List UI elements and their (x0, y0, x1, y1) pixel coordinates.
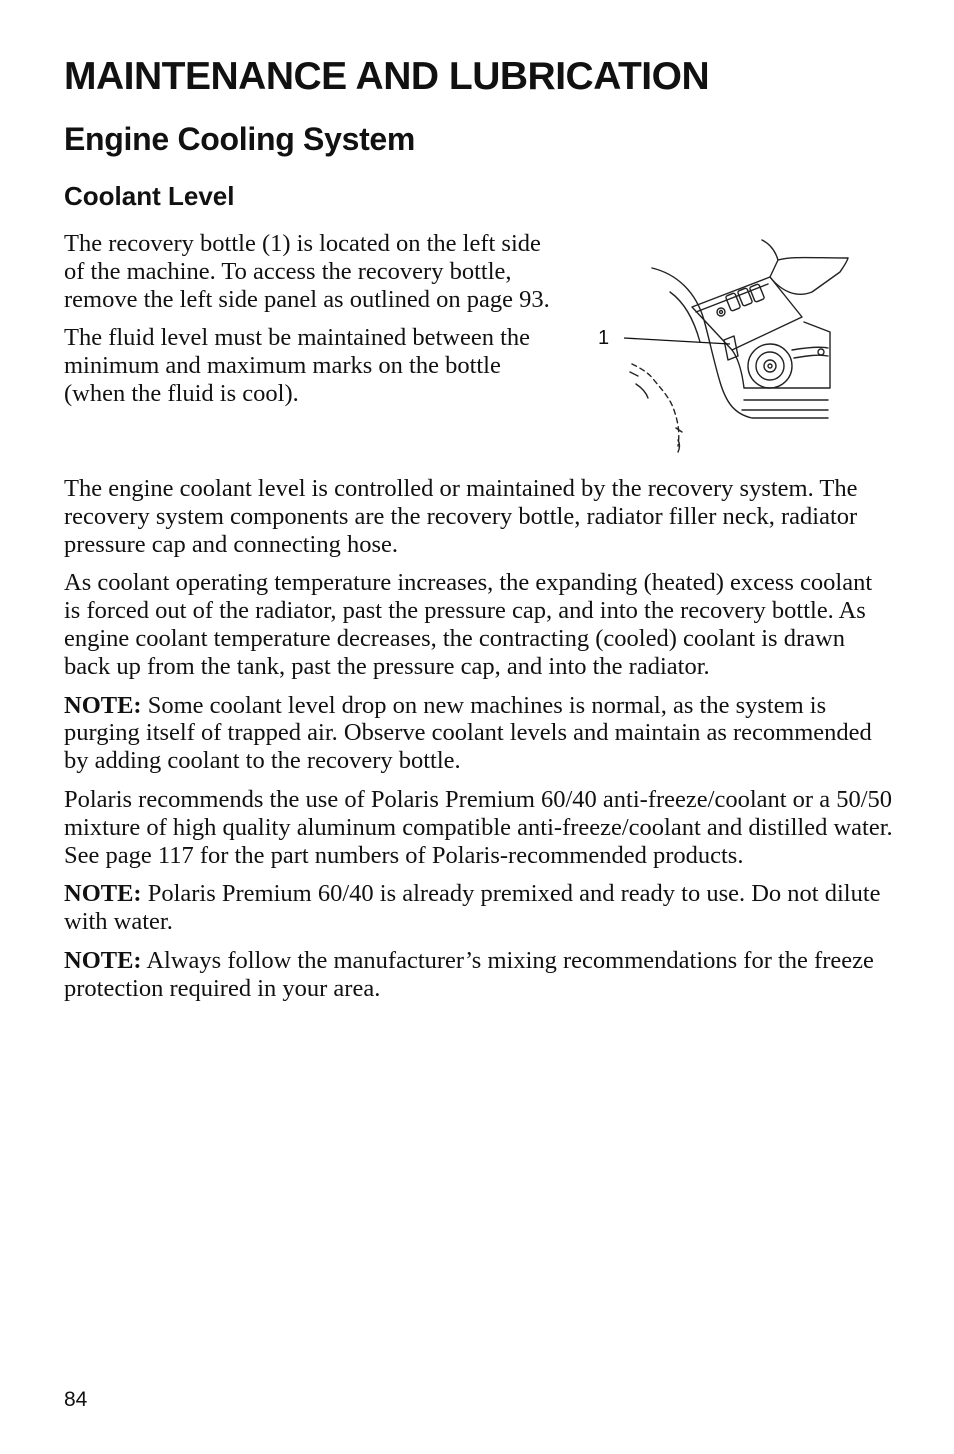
intro-paragraph-2: The fluid level must be maintained between the minimum and maximum marks on the bottle (when the fluid is cool). (64, 324, 531, 407)
paragraph-recovery-system: The engine coolant level is controlled or maintained by the recovery system. The recovery system components are the recovery bottle, radiator filler neck, radiator pressure cap and connecting hose. (64, 475, 858, 558)
subsection-title: Engine Cooling System (64, 121, 416, 157)
paragraph-recommendation: Polaris recommends the use of Polaris Premium 60/40 anti-freeze/coolant or a 50/50 mixture of high quality aluminum compatible anti-freeze/coolant and distilled water. See page 117 for the part numbers of Polaris-recommended products. (64, 785, 893, 869)
recovery-bottle-illustration (592, 232, 862, 457)
callout-number-1: 1 (598, 327, 610, 349)
note-text: Some coolant level drop on new machines is normal, as the system is purging itself of trapped air. Observe coolant levels and maintain as recommended by adding coolant to the recovery bottle. (64, 691, 872, 775)
note-text: Always follow the manufacturer’s mixing recommendations for the freeze protection required in your area. (64, 946, 874, 1002)
note-mixing (64, 947, 894, 1003)
note-label: NOTE: (64, 691, 142, 719)
recovery-bottle-drawing (592, 232, 862, 457)
topic-title: Coolant Level (64, 181, 235, 211)
note-label: NOTE: (64, 880, 142, 908)
note-text: Polaris Premium 60/40 is already premixed and ready to use. Do not dilute with water. (64, 880, 881, 936)
intro-text (64, 230, 564, 419)
note-label: NOTE: (64, 946, 142, 974)
intro-paragraph-1: The recovery bottle (1) is located on the left side of the machine. To access the recovery bottle, remove the left side panel as outlined on page 93. (64, 230, 550, 313)
section-title: MAINTENANCE AND LUBRICATION (64, 55, 710, 98)
paragraph-coolant-temperature: As coolant operating temperature increases, the expanding (heated) excess coolant is forced out of the radiator, past the pressure cap, and into the recovery bottle. As engine coolant temperature decreases, the contracting (cooled) coolant is drawn back up from the tank, past the pressure cap, and into the radiator. (64, 569, 873, 680)
note-premixed (64, 880, 894, 936)
page-number: 84 (64, 1388, 88, 1411)
note-coolant-drop (64, 692, 894, 775)
main-text (64, 475, 894, 1014)
